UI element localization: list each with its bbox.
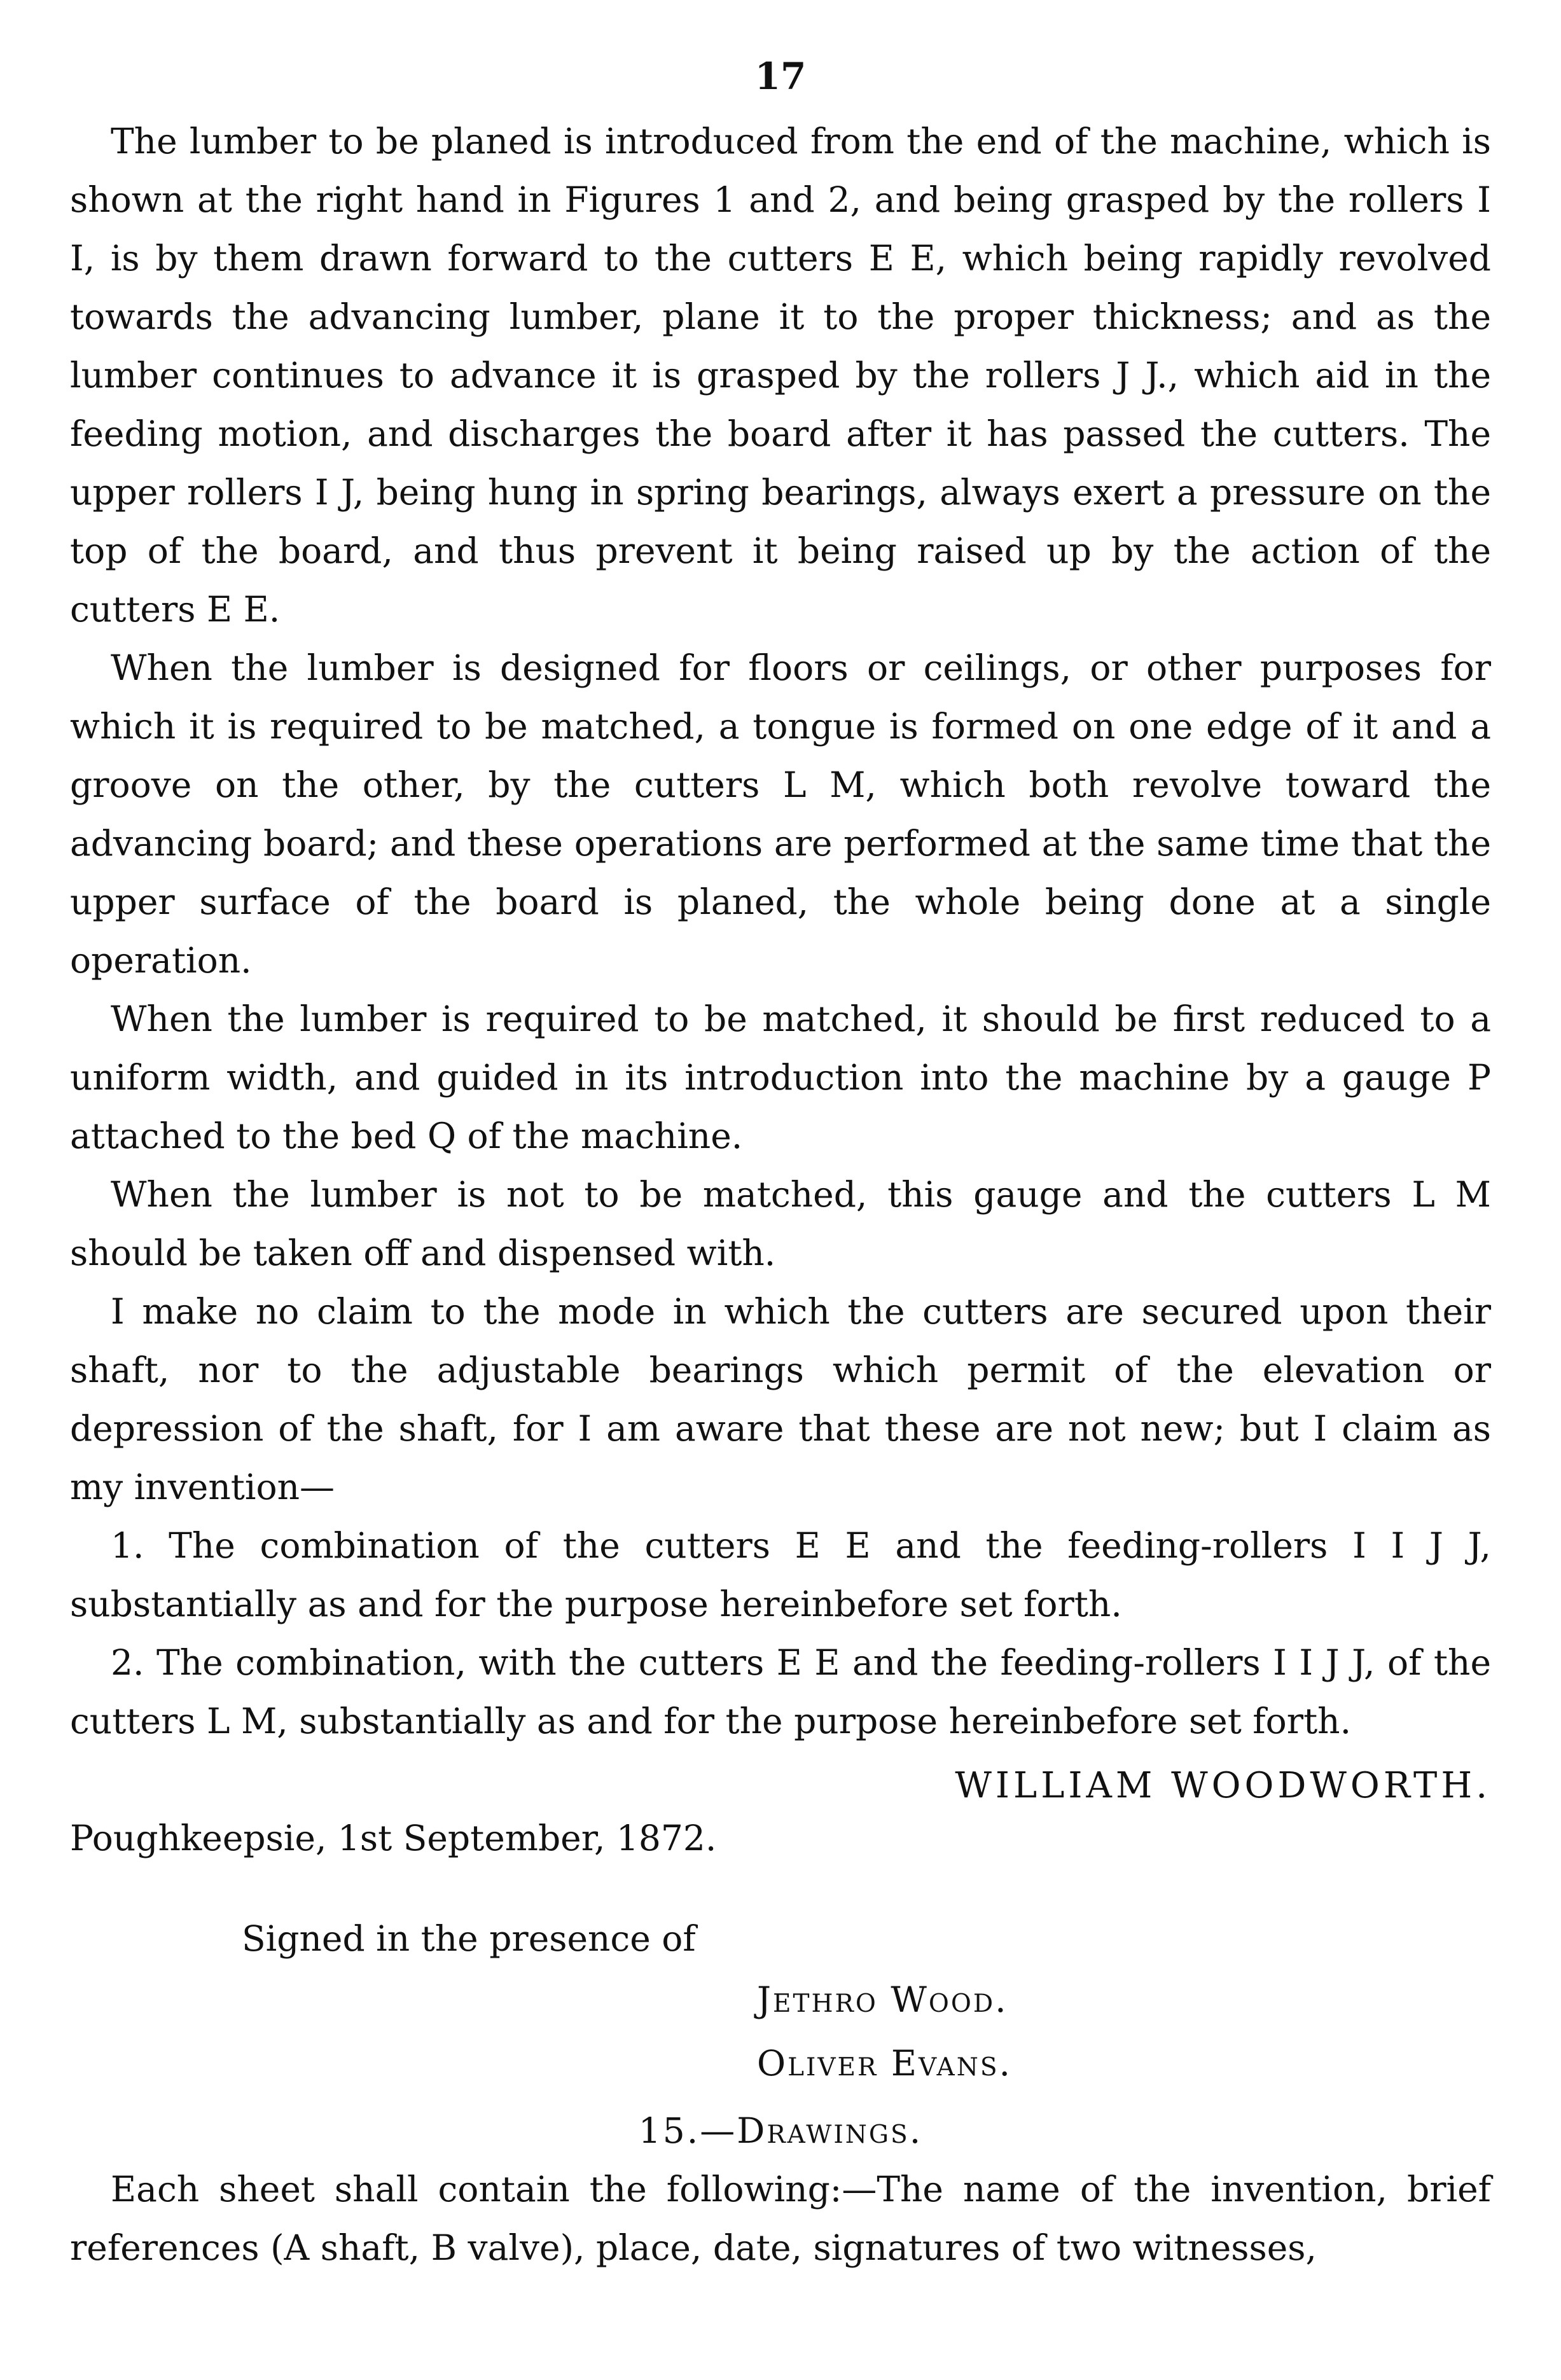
signature-block (70, 1750, 1491, 1909)
paragraph-not-matched: When the lumber is not to be matched, this gauge and the cutters L M should be taken off and dispensed with. (70, 1174, 1491, 1273)
section-text: Each sheet shall contain the following:—The name of the invention, brief references (A shaft, B valve), place, date, signatures of two witnesses, (70, 2169, 1491, 2268)
signer-name: WILLIAM WOODWORTH. (955, 1765, 1491, 1806)
paragraph-claim-intro: I make no claim to the mode in which the cutters are secured upon their shaft, nor to the adjustable bearings which permit of the elevation or depression of the shaft, for I am aware that these are not new; but I claim as my invention— (70, 1291, 1491, 1507)
claim-2: 2. The combination, with the cutters E E and the feeding-rollers I I J J, of the cutters L M, substantially as and for the purpose hereinbefore set forth. (70, 1642, 1491, 1741)
witness-1: Jethro Wood. (757, 1979, 1008, 2020)
witness-2: Oliver Evans. (757, 2043, 1013, 2084)
paragraph-matching: When the lumber is designed for floors or ceilings, or other purposes for which it is required to be matched, a tongue is formed on one edge of it and a groove on the other, by the cutters L M, which both revolve toward the advancing board; and these operations are performed at the same time that the upper surface of the board is planed, the whole being done at a single operation. (70, 647, 1491, 981)
place-date: Poughkeepsie, 1st September, 1872. (70, 1818, 717, 1858)
page-number: 17 (754, 55, 807, 98)
signed-in-presence: Signed in the presence of (242, 1918, 696, 1959)
paragraph-lumber-feed: The lumber to be planed is introduced from the end of the machine, which is shown at the right hand in Figures 1 and 2, and being grasped by the rollers I I, is by them drawn forward to the cutters E E, which being rapidly revolved towards the advancing lumber, plane it to the proper thickness; and as the lumber continues to advance it is grasped by the rollers J J., which aid in the feeding motion, and discharges the board after it has passed the cutters. The upper rollers I J, being hung in spring bearings, always exert a pressure on the top of the board, and thus prevent it being raised up by the action of the cutters E E. (70, 121, 1491, 630)
witness-list (70, 1968, 1491, 2095)
paragraph-gauge: When the lumber is required to be matched, it should be first reduced to a uniform width, and guided in its introduction into the machine by a gauge P attached to the bed Q of the machine. (70, 999, 1491, 1156)
section-heading: 15.—Drawings. (638, 2110, 923, 2151)
claim-1: 1. The combination of the cutters E E and the feeding-rollers I I J J, substantially as and for the purpose hereinbefore set forth. (70, 1525, 1491, 1624)
